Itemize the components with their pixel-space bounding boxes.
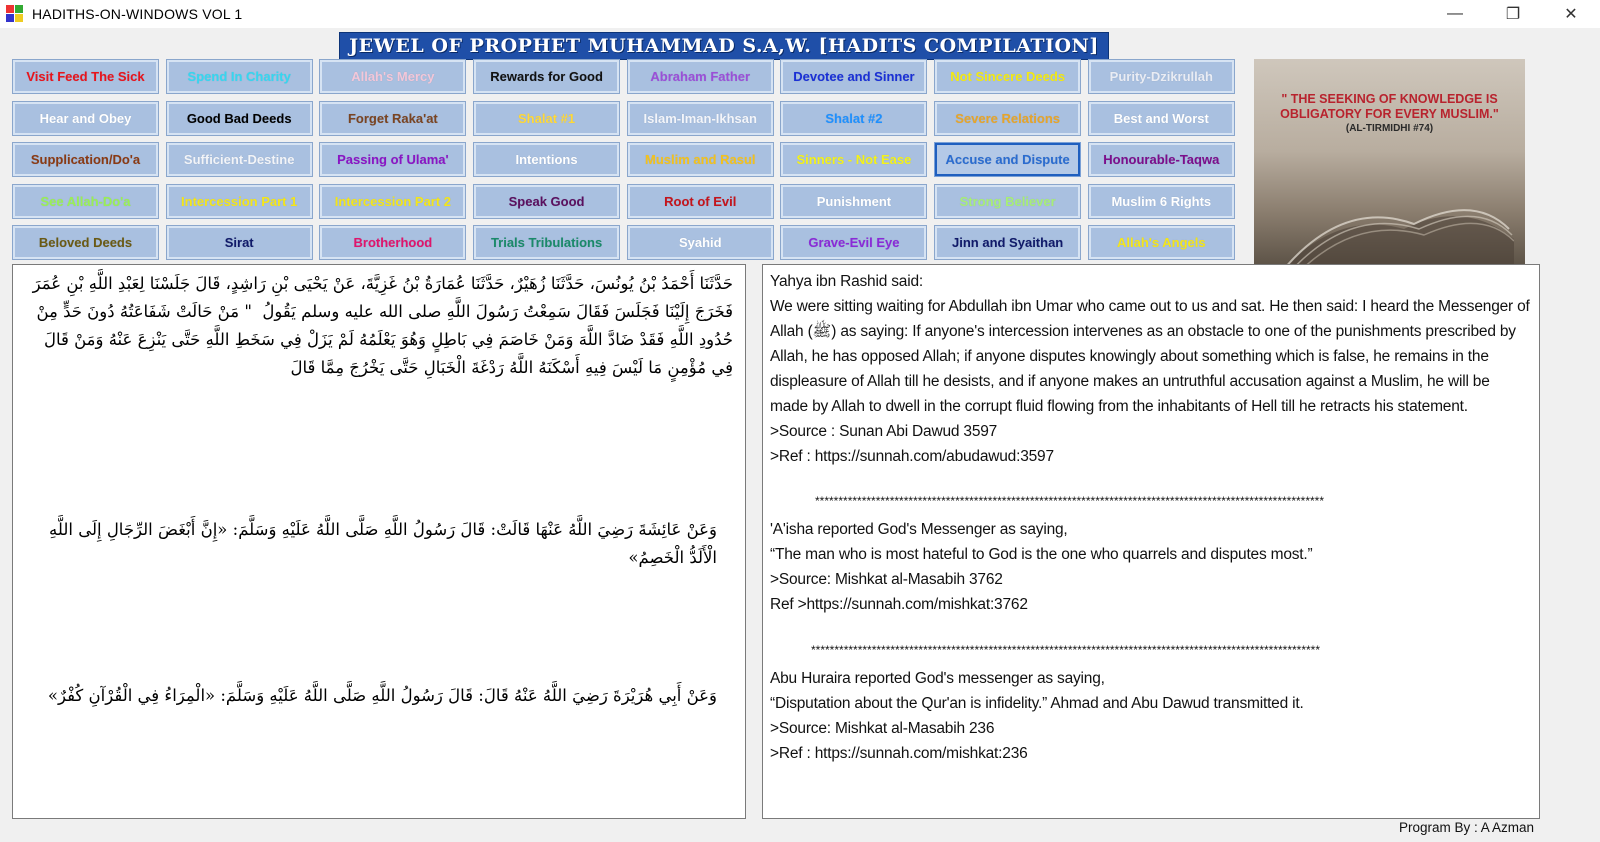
topic-button[interactable]: Abraham Father [628,60,773,93]
quote-source: (AL-TIRMIDHI #74) [1345,123,1434,134]
hadith-2-ref: Ref >https://sunnah.com/mishkat:3762 [770,596,1028,613]
arabic-hadith-1: حَدَّثَنَا أَحْمَدُ بْنُ يُونُسَ، حَدَّثَنَا زُهَيْرٌ، حَدَّثَنَا عُمَارَةُ بْنُ غَزِيَّةَ، عَنْ يَحْيَى بْنِ رَاشِدٍ، قَالَ جَلَسْنَا لِعَبْدِ اللَّهِ بْنِ عُمَرَ فَخَرَجَ إِلَيْنَا فَجَلَسَ فَقَالَ سَمِعْتُ رَسُولَ اللَّهِ صلى الله عليه وسلم يَقُولُ ‏ "‏ مَنْ حَالَتْ شَفَاعَتُهُ دُونَ حَدٍّ مِنْ حُدُودِ اللَّهِ فَقَدْ ضَادَّ اللَّهَ وَمَنْ خَاصَمَ فِي بَاطِلٍ وَهُوَ يَعْلَمُهُ لَمْ يَزَلْ فِي سَخَطِ اللَّهِ حَتَّى يَنْزِعَ عَنْهُ وَمَنْ قَالَ فِي مُؤْمِنٍ مَا لَيْسَ فِيهِ أَسْكَنَهُ اللَّهُ رَدْغَةَ الْخَبَالِ حَتَّى يَخْرُجَ مِمَّا قَالَ [32,274,733,377]
topic-button[interactable]: Syahid [628,226,773,259]
topic-button[interactable]: Allah's Angels [1089,226,1234,259]
hadith-1-source: >Source : Sunan Abi Dawud 3597 [770,423,998,440]
minimize-button[interactable]: — [1447,5,1463,22]
window-title: HADITHS-ON-WINDOWS VOL 1 [32,6,243,22]
topic-button[interactable]: Accuse and Dispute [935,143,1080,176]
arabic-hadith-3: وَعَنْ أَبِي هُرَيْرَةَ رَضِيَ اللَّهُ عَنْهُ قَالَ: قَالَ رَسُولُ اللَّهِ صَلَّى اللَّهُ عَلَيْهِ وَسَلَّمَ: «الْمِرَاءُ فِي الْقُرْآنِ كُفْرٌ» [47,686,717,705]
topic-button[interactable]: Hear and Obey [13,102,158,135]
topic-button-grid [13,60,1235,264]
hadith-3-body: “Disputation about the Qur'an is infidelity.” Ahmad and Abu Dawud transmitted it. [770,695,1304,712]
english-hadith-1 [770,269,1530,469]
hadith-3-source: >Source: Mishkat al-Masabih 236 [770,720,995,737]
topic-button[interactable]: Root of Evil [628,185,773,218]
topic-button[interactable]: Jinn and Syaithan [935,226,1080,259]
topic-button[interactable]: Not Sincere Deeds [935,60,1080,93]
app-icon [6,5,24,23]
hadith-1-body: We were sitting waiting for Abdullah ibn Umar who came out to us and sat. He then said: I heard the Messenger of Allah (ﷺ) as saying: If anyone's intercession intervenes as an obstacle to one of the punishments prescribed by Allah, he has opposed Allah; if anyone disputes knowingly about something which is false, he remains in the displeasure of Allah till he desists, and if anyone makes an untruthful accusation against a Muslim, he will be made by Allah to dwell in the corrupt fluid flowing from the inhabitants of Hell till he retracts his statement. [770,298,1530,415]
english-hadith-3 [770,666,1530,766]
topic-button[interactable]: Brotherhood [320,226,465,259]
topic-button[interactable]: Supplication/Do'a [13,143,158,176]
hadith-2-source: >Source: Mishkat al-Masabih 3762 [770,571,1003,588]
topic-button[interactable]: Sirat [167,226,312,259]
hadith-1-ref: >Ref : https://sunnah.com/abudawud:3597 [770,448,1054,465]
arabic-hadith-2: وَعَنْ عَائِشَةَ رَضِيَ اللَّهُ عَنْهَا قَالَتْ: قَالَ رَسُولُ اللَّهِ صَلَّى اللَّهُ عَلَيْهِ وَسَلَّمَ: «إِنَّ أَبْغَضَ الرِّجَالِ إِلَى اللَّهِ الْأَلَدُّ الْخَصِمُ» [49,520,717,567]
topic-button[interactable]: Honourable-Taqwa [1089,143,1234,176]
english-text-panel[interactable] [762,264,1540,819]
topic-button[interactable]: Forget Raka'at [320,102,465,135]
topic-button[interactable]: Islam-Iman-Ikhsan [628,102,773,135]
topic-button[interactable]: Shalat #2 [781,102,926,135]
topic-button[interactable]: Sufficient-Destine [167,143,312,176]
window-titlebar [0,0,1600,28]
topic-button[interactable]: Intentions [474,143,619,176]
close-button[interactable]: ✕ [1564,6,1578,23]
topic-button[interactable]: Visit Feed The Sick [13,60,158,93]
quote-text: " THE SEEKING OF KNOWLEDGE IS OBLIGATORY FOR EVERY MUSLIM." [1280,92,1499,121]
topic-button[interactable]: Severe Relations [935,102,1080,135]
topic-button[interactable]: Best and Worst [1089,102,1234,135]
english-hadith-2 [770,517,1530,617]
hadith-3-intro: Abu Huraira reported God's messenger as saying, [770,670,1105,687]
hadith-3-ref: >Ref : https://sunnah.com/mishkat:236 [770,745,1028,762]
topic-button[interactable]: Trials Tribulations [474,226,619,259]
topic-button[interactable]: Spend In Charity [167,60,312,93]
topic-button[interactable]: Speak Good [474,185,619,218]
topic-button[interactable]: Muslim and Rasul [628,143,773,176]
topic-button[interactable]: Muslim 6 Rights [1089,185,1234,218]
hadith-2-body: “The man who is most hateful to God is the one who quarrels and disputes most.” [770,546,1313,563]
topic-button[interactable]: Devotee and Sinner [781,60,926,93]
topic-button[interactable]: Punishment [781,185,926,218]
topic-button[interactable]: Intercession Part 1 [167,185,312,218]
hadith-2-intro: 'A'isha reported God's Messenger as saying, [770,521,1068,538]
topic-button[interactable]: Passing of Ulama' [320,143,465,176]
separator-2: ************************************************************************************************************* [811,643,1321,657]
author-credit: Program By : A Azman [1398,820,1534,835]
restore-button[interactable]: ❐ [1505,6,1521,23]
topic-button[interactable]: Sinners - Not Ease [781,143,926,176]
topic-button[interactable]: Shalat #1 [474,102,619,135]
topic-button[interactable]: Rewards for Good [474,60,619,93]
topic-button[interactable]: Purity-Dzikrullah [1089,60,1234,93]
separator-1: ************************************************************************************************************* [815,494,1325,508]
topic-button[interactable]: Strong Believer [935,185,1080,218]
topic-button[interactable]: Intercession Part 2 [320,185,465,218]
hadith-1-intro: Yahya ibn Rashid said: [770,273,923,290]
knowledge-quote-image [1254,59,1525,264]
topic-button[interactable]: Grave-Evil Eye [781,226,926,259]
arabic-text-panel[interactable] [12,264,746,819]
book-pages-illustration [1274,169,1514,264]
topic-button[interactable]: Good Bad Deeds [167,102,312,135]
topic-button[interactable]: Allah's Mercy [320,60,465,93]
topic-button[interactable]: See Allah-Do'a [13,185,158,218]
topic-button[interactable]: Beloved Deeds [13,226,158,259]
app-banner: JEWEL OF PROPHET MUHAMMAD S.A,W. [HADITS COMPILATION] [339,32,1109,60]
